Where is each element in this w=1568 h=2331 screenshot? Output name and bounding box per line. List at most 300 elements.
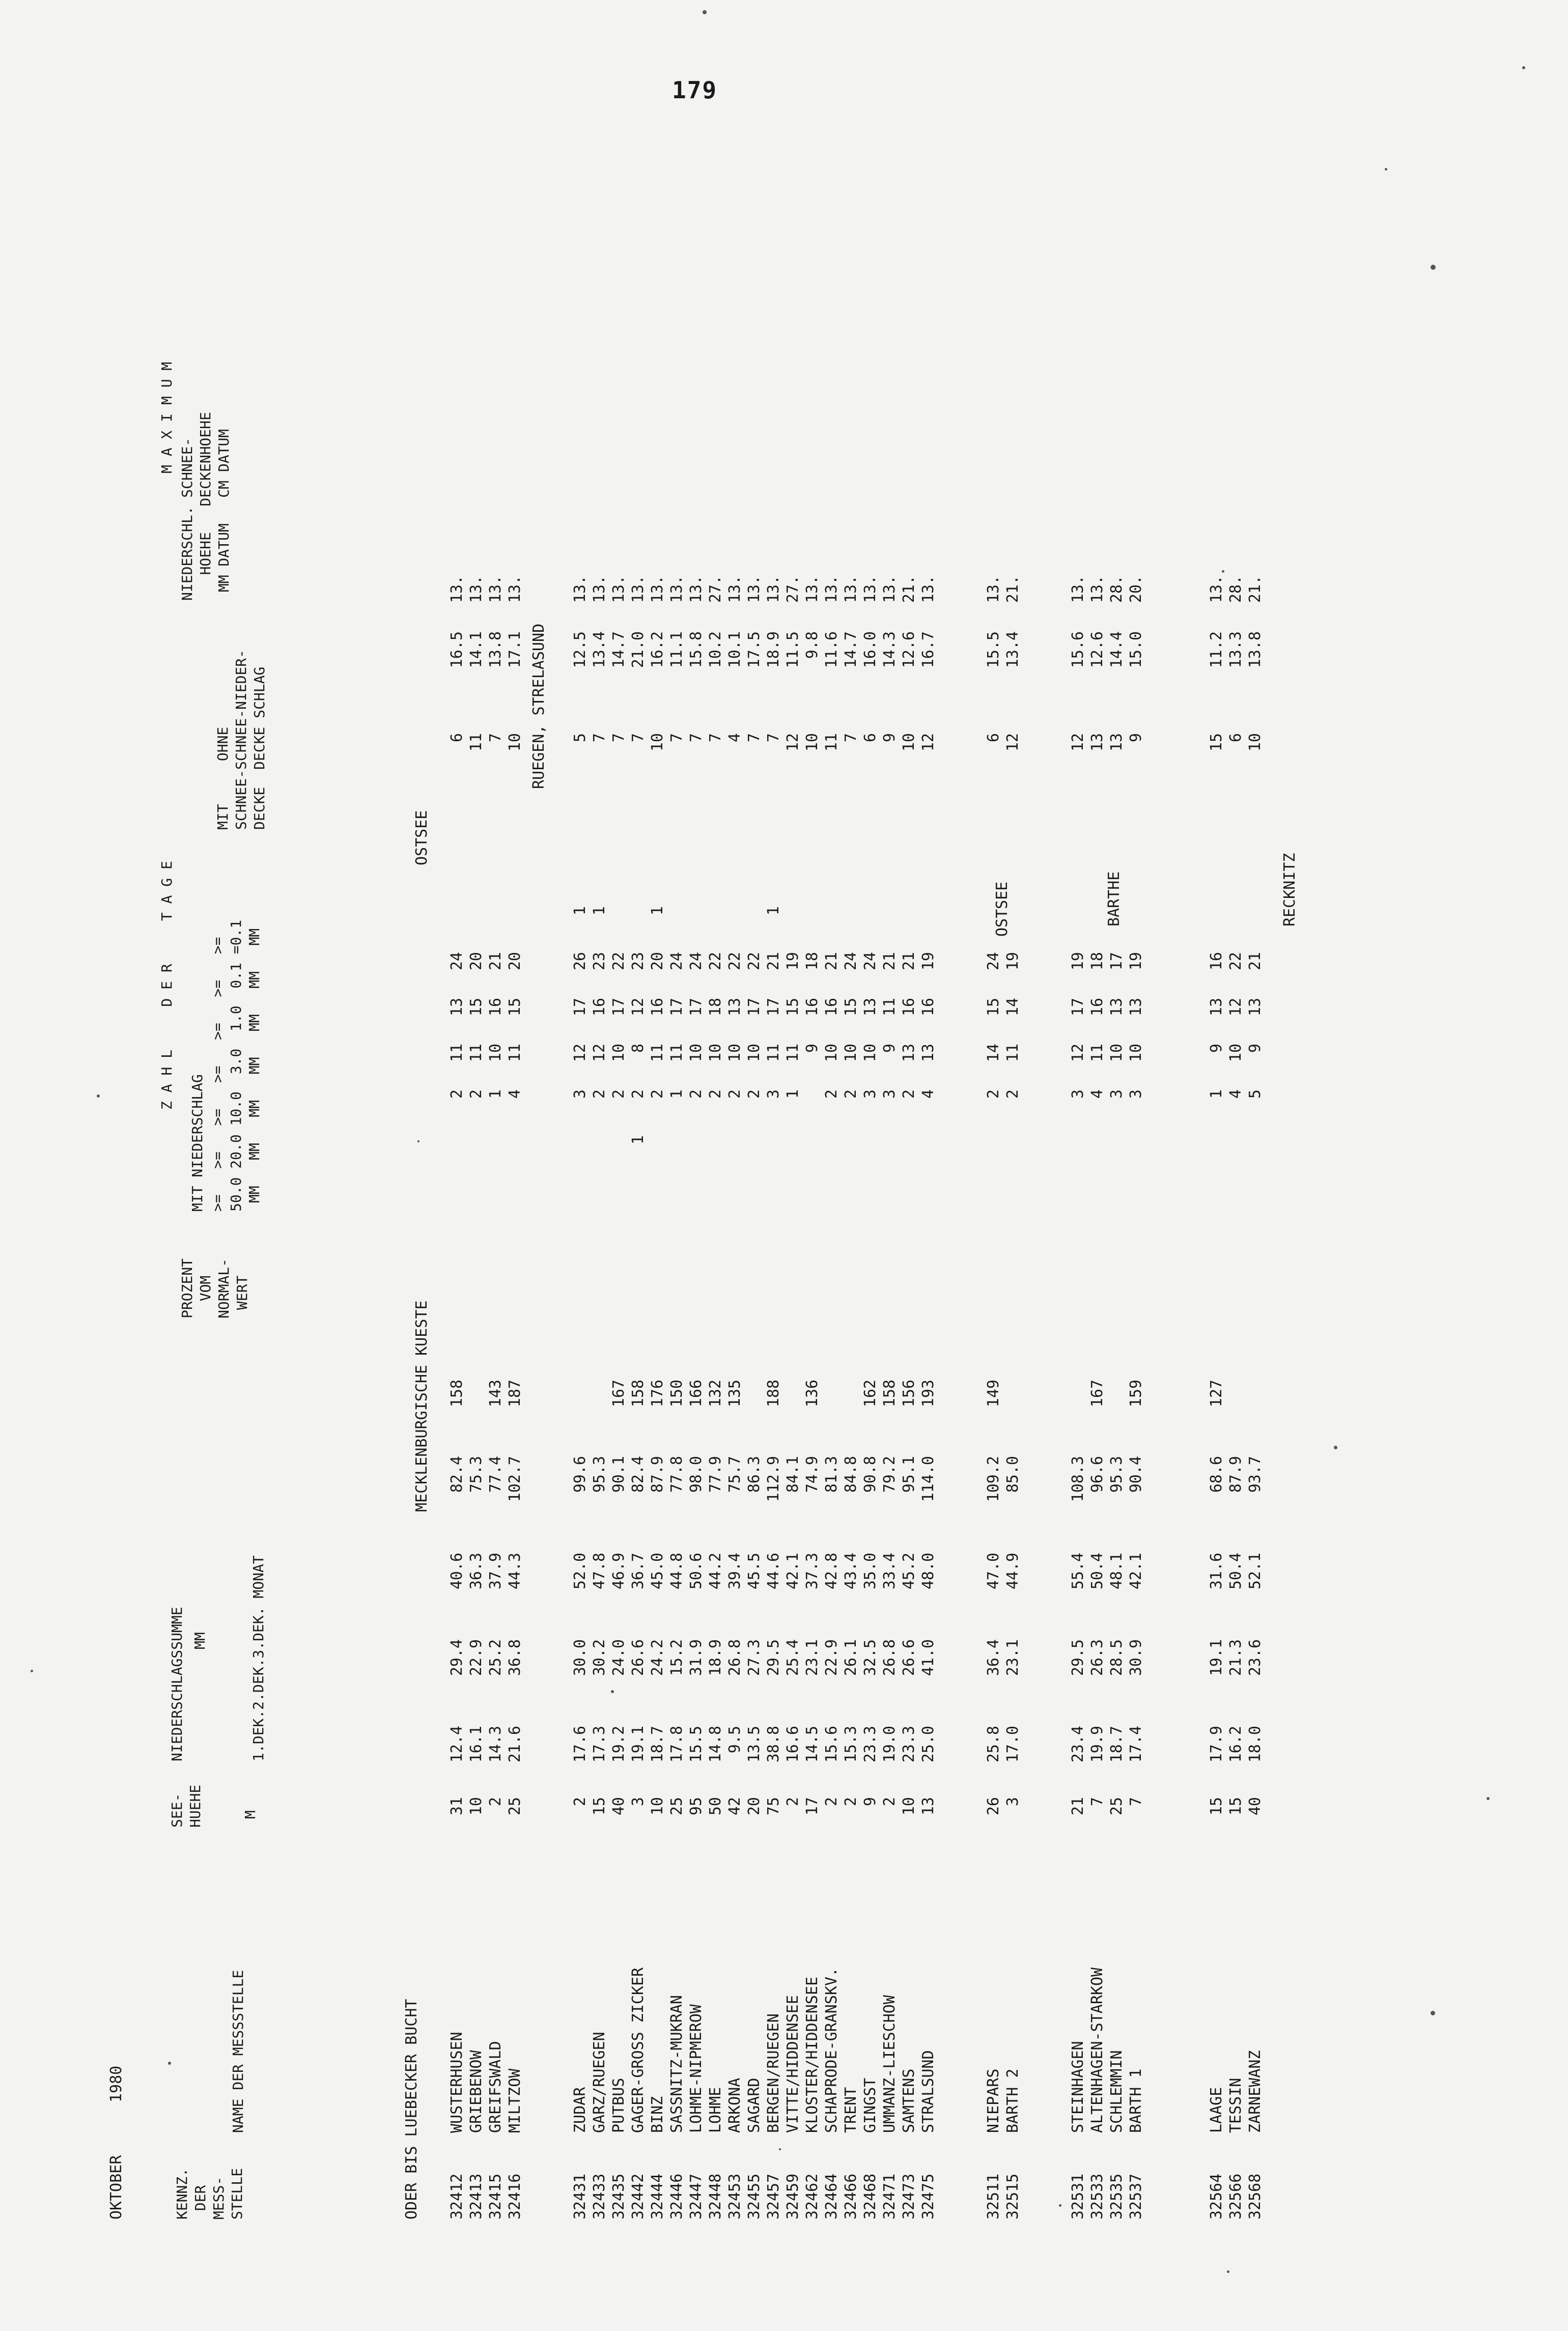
cell-d3: 52.0 <box>571 1553 589 1590</box>
cell-ohneS: 15 <box>1208 733 1225 752</box>
cell-h: 9 <box>861 1797 879 1807</box>
cell-t1: 17 <box>571 998 589 1017</box>
table-row <box>1108 92 1127 2230</box>
header-max-title: M A X I M U M <box>158 361 175 473</box>
cell-name: ALTENHAGEN-STARKOW <box>1088 1967 1106 2133</box>
cell-d1: 17.3 <box>591 1726 608 1763</box>
header-zahl-title: Z A H L D E R T A G E <box>158 861 175 1110</box>
cell-d3: 45.2 <box>900 1553 918 1590</box>
cell-t1: 16 <box>487 998 505 1017</box>
cell-h: 95 <box>687 1797 705 1816</box>
cell-h: 2 <box>823 1797 841 1807</box>
cell-d2: 30.9 <box>1127 1639 1145 1676</box>
cell-t10: 3 <box>1108 1089 1126 1099</box>
cell-name: PUTBUS <box>610 2077 628 2133</box>
table-row <box>668 92 687 2230</box>
cell-ohneS: 5 <box>571 733 589 743</box>
cell-dt: 20. <box>1127 575 1145 603</box>
table-row <box>707 92 726 2230</box>
header-mit-nieder: MIT NIEDERSCHLAG <box>189 1074 206 1212</box>
cell-m: 95.1 <box>900 1456 918 1493</box>
table-row <box>1246 92 1266 2230</box>
cell-m: 81.3 <box>823 1456 841 1493</box>
cell-h: 15 <box>591 1797 608 1816</box>
cell-d3: 33.4 <box>881 1553 899 1590</box>
cell-t01: 21 <box>487 952 505 971</box>
cell-t3: 10 <box>1127 1044 1145 1062</box>
cell-name: VITTE/HIDDENSEE <box>784 1995 802 2133</box>
cell-dt: 13. <box>823 575 841 603</box>
cell-t1: 13 <box>861 998 879 1017</box>
table-row <box>591 92 610 2230</box>
cell-m: 75.3 <box>467 1456 485 1493</box>
cell-d3: 45.0 <box>649 1553 666 1590</box>
cell-h: 75 <box>765 1797 782 1816</box>
cell-t01: 24 <box>448 952 466 971</box>
cell-t10: 3 <box>881 1089 899 1099</box>
cell-d2: 30.0 <box>571 1639 589 1676</box>
cell-d2: 26.8 <box>726 1639 744 1676</box>
cell-d1: 14.8 <box>707 1726 724 1763</box>
cell-t10: 2 <box>649 1089 666 1099</box>
cell-d3: 46.9 <box>610 1553 628 1590</box>
cell-d1: 15.5 <box>687 1726 705 1763</box>
cell-t3: 11 <box>1088 1044 1106 1062</box>
cell-t1: 13 <box>726 998 744 1017</box>
cell-t01: 21 <box>823 952 841 971</box>
cell-t3: 9 <box>1208 1044 1225 1053</box>
cell-m: 85.0 <box>1004 1456 1022 1493</box>
cell-d2: 15.2 <box>668 1639 686 1676</box>
cell-d1: 12.4 <box>448 1726 466 1763</box>
cell-name: TRENT <box>842 2087 860 2133</box>
scan-speck <box>779 2148 781 2150</box>
scan-speck <box>1227 2270 1229 2273</box>
cell-t10: 2 <box>687 1089 705 1099</box>
cell-p: 176 <box>649 1380 666 1408</box>
rotated-table <box>87 92 1563 2230</box>
cell-mx: 11.2 <box>1208 631 1225 668</box>
cell-t10: 2 <box>985 1089 1002 1099</box>
cell-dt: 13. <box>842 575 860 603</box>
cell-t1: 16 <box>919 998 937 1017</box>
cell-ohneS: 7 <box>707 733 724 743</box>
cell-d3: 36.3 <box>467 1553 485 1590</box>
cell-d1: 19.1 <box>629 1726 647 1763</box>
cell-m: 77.8 <box>668 1456 686 1493</box>
cell-t1: 17 <box>765 998 782 1017</box>
cell-t3: 10 <box>842 1044 860 1062</box>
header-nieder-sub: 1.DEK.2.DEK.3.DEK. MONAT <box>250 1555 267 1761</box>
cell-m: 95.3 <box>1108 1456 1126 1493</box>
cell-t10: 1 <box>784 1089 802 1099</box>
cell-dt: 13. <box>881 575 899 603</box>
cell-m: 68.6 <box>1208 1456 1225 1493</box>
cell-mx: 12.5 <box>571 631 589 668</box>
cell-h: 13 <box>919 1797 937 1816</box>
cell-ohneS: 7 <box>745 733 763 743</box>
cell-h: 10 <box>649 1797 666 1816</box>
cell-t3: 11 <box>784 1044 802 1062</box>
cell-m: 75.7 <box>726 1456 744 1493</box>
cell-d3: 44.3 <box>506 1553 524 1590</box>
cell-t1: 17 <box>687 998 705 1017</box>
cell-h: 17 <box>803 1797 821 1816</box>
cell-m: 109.2 <box>985 1456 1002 1502</box>
table-row <box>861 92 881 2230</box>
cell-t10: 4 <box>1227 1089 1245 1099</box>
cell-name: LOHME-NIPMEROW <box>687 2004 705 2133</box>
cell-d2: 26.8 <box>881 1639 899 1676</box>
cell-t01: 21 <box>900 952 918 971</box>
table-row <box>1208 92 1227 2230</box>
cell-t10: 3 <box>765 1089 782 1099</box>
section-label: ODER BIS LUEBECKER BUCHT <box>403 1999 421 2220</box>
cell-mx: 16.5 <box>448 631 466 668</box>
cell-m: 79.2 <box>881 1456 899 1493</box>
cell-h: 25 <box>506 1797 524 1816</box>
cell-name: WUSTERHUSEN <box>448 2032 466 2133</box>
cell-name: GARZ/RUEGEN <box>591 2032 608 2133</box>
cell-t01: 19 <box>784 952 802 971</box>
cell-dt: 13. <box>985 575 1002 603</box>
cell-d3: 40.6 <box>448 1553 466 1590</box>
cell-dt: 28. <box>1108 575 1126 603</box>
cell-t10: 3 <box>1127 1089 1145 1099</box>
cell-mx: 15.6 <box>1069 631 1087 668</box>
cell-id: 32531 <box>1069 2173 1087 2220</box>
scan-speck <box>1431 265 1436 270</box>
cell-t10: 2 <box>707 1089 724 1099</box>
table-row <box>900 92 919 2230</box>
scan-speck <box>168 2062 171 2065</box>
cell-d2: 36.8 <box>506 1639 524 1676</box>
cell-dt: 13. <box>1208 575 1225 603</box>
cell-t01: 20 <box>649 952 666 971</box>
cell-h: 25 <box>668 1797 686 1816</box>
cell-mx: 11.6 <box>823 631 841 668</box>
cell-dt: 13. <box>629 575 647 603</box>
cell-name: MILTZOW <box>506 2068 524 2133</box>
cell-dt: 21. <box>1004 575 1022 603</box>
cell-h: 40 <box>610 1797 628 1816</box>
cell-p: 158 <box>448 1380 466 1408</box>
cell-d2: 29.5 <box>1069 1639 1087 1676</box>
cell-d3: 39.4 <box>726 1553 744 1590</box>
cell-id: 32444 <box>649 2173 666 2220</box>
cell-t10: 2 <box>591 1089 608 1099</box>
cell-mx: 17.1 <box>506 631 524 668</box>
table-row <box>649 92 668 2230</box>
cell-name: LAAGE <box>1208 2087 1225 2133</box>
cell-p: 166 <box>687 1380 705 1408</box>
cell-t01: 19 <box>919 952 937 971</box>
cell-h: 7 <box>1127 1797 1145 1807</box>
cell-id: 32537 <box>1127 2173 1145 2220</box>
cell-ohneS: 7 <box>668 733 686 743</box>
cell-t1: 15 <box>784 998 802 1017</box>
section-label: BARTHE <box>1105 871 1123 926</box>
cell-name: ZUDAR <box>571 2087 589 2133</box>
cell-d3: 43.4 <box>842 1553 860 1590</box>
cell-t10: 3 <box>571 1089 589 1099</box>
cell-d3: 44.9 <box>1004 1553 1022 1590</box>
cell-m: 90.8 <box>861 1456 879 1493</box>
cell-d3: 42.1 <box>784 1553 802 1590</box>
cell-t01: 21 <box>881 952 899 971</box>
cell-ohneS: 6 <box>985 733 1002 743</box>
cell-t1: 12 <box>629 998 647 1017</box>
cell-d1: 25.8 <box>985 1726 1002 1763</box>
cell-m: 84.1 <box>784 1456 802 1493</box>
table-row <box>1069 92 1088 2230</box>
scan-speck <box>1522 66 1525 69</box>
cell-ohneS: 7 <box>487 733 505 743</box>
cell-mx: 12.6 <box>900 631 918 668</box>
table-row <box>1127 92 1146 2230</box>
cell-mx: 9.8 <box>803 631 821 659</box>
cell-ohneS: 6 <box>448 733 466 743</box>
cell-t1: 16 <box>803 998 821 1017</box>
section-label: MECKLENBURGISCHE KUESTE <box>413 1300 431 1512</box>
cell-p: 167 <box>610 1380 628 1408</box>
cell-m: 82.4 <box>629 1456 647 1493</box>
table-row <box>1004 92 1023 2230</box>
cell-ohneS: 7 <box>610 733 628 743</box>
cell-d2: 28.5 <box>1108 1639 1126 1676</box>
cell-ohneS: 7 <box>842 733 860 743</box>
section-label: RECKNITZ <box>1281 853 1299 926</box>
cell-t10: 4 <box>919 1089 937 1099</box>
cell-t10: 3 <box>861 1089 879 1099</box>
cell-id: 32413 <box>467 2173 485 2220</box>
cell-d2: 26.6 <box>900 1639 918 1676</box>
cell-id: 32453 <box>726 2173 744 2220</box>
table-row <box>765 92 784 2230</box>
table-row <box>571 92 591 2230</box>
cell-ohneS: 6 <box>1227 733 1245 743</box>
cell-d3: 44.8 <box>668 1553 686 1590</box>
cell-d1: 15.6 <box>823 1726 841 1763</box>
cell-t10: 4 <box>1088 1089 1106 1099</box>
table-row <box>687 92 707 2230</box>
cell-t01: 22 <box>610 952 628 971</box>
cell-mx: 11.5 <box>784 631 802 668</box>
cell-p: 158 <box>629 1380 647 1408</box>
cell-h: 31 <box>448 1797 466 1816</box>
cell-ohneS: 6 <box>861 733 879 743</box>
cell-name: BINZ <box>649 2096 666 2133</box>
cell-m: 87.9 <box>649 1456 666 1493</box>
scan-speck <box>1385 168 1387 171</box>
cell-t01: 24 <box>668 952 686 971</box>
cell-d3: 31.6 <box>1208 1553 1225 1590</box>
cell-d3: 37.3 <box>803 1553 821 1590</box>
cell-t10: 1 <box>1208 1089 1225 1099</box>
cell-d2: 25.4 <box>784 1639 802 1676</box>
cell-mx: 14.7 <box>842 631 860 668</box>
cell-name: GINGST <box>861 2077 879 2133</box>
cell-d1: 14.5 <box>803 1726 821 1763</box>
cell-t3: 11 <box>448 1044 466 1062</box>
cell-d2: 26.1 <box>842 1639 860 1676</box>
cell-p: 149 <box>985 1380 1002 1408</box>
cell-d1: 25.0 <box>919 1726 937 1763</box>
header-year: 1980 <box>107 2065 125 2102</box>
cell-ohneS: 4 <box>726 733 744 743</box>
cell-t3: 8 <box>629 1044 647 1053</box>
cell-t10: 4 <box>506 1089 524 1099</box>
cell-t10: 3 <box>1069 1089 1087 1099</box>
cell-name: TESSIN <box>1227 2077 1245 2133</box>
cell-dt: 13. <box>506 575 524 603</box>
cell-id: 32435 <box>610 2173 628 2220</box>
cell-d2: 24.0 <box>610 1639 628 1676</box>
cell-d3: 35.0 <box>861 1553 879 1590</box>
cell-dt: 13. <box>765 575 782 603</box>
cell-d1: 15.3 <box>842 1726 860 1763</box>
cell-id: 32447 <box>687 2173 705 2220</box>
cell-h: 42 <box>726 1797 744 1816</box>
cell-id: 32446 <box>668 2173 686 2220</box>
cell-ohneS: 7 <box>629 733 647 743</box>
cell-h: 15 <box>1227 1797 1245 1816</box>
table-row <box>467 92 487 2230</box>
cell-name: GREIFSWALD <box>487 2041 505 2133</box>
header-prozent: PROZENT VOM NORMAL- WERT <box>179 1258 250 1318</box>
cell-p: 158 <box>881 1380 899 1408</box>
cell-ohneS: 10 <box>900 733 918 752</box>
table-row <box>823 92 842 2230</box>
cell-p: 156 <box>900 1380 918 1408</box>
cell-h: 26 <box>985 1797 1002 1816</box>
section-label: OSTSEE <box>993 881 1011 937</box>
cell-m: 87.9 <box>1227 1456 1245 1493</box>
cell-teq: 1 <box>649 906 666 916</box>
cell-t3: 11 <box>467 1044 485 1062</box>
cell-d2: 32.5 <box>861 1639 879 1676</box>
cell-h: 21 <box>1069 1797 1087 1816</box>
cell-dt: 21. <box>900 575 918 603</box>
cell-name: SCHAPRODE-GRANSKV. <box>823 1967 841 2133</box>
cell-t3: 13 <box>919 1044 937 1062</box>
cell-mx: 15.0 <box>1127 631 1145 668</box>
cell-h: 7 <box>1088 1797 1106 1807</box>
cell-ohneS: 7 <box>591 733 608 743</box>
cell-h: 10 <box>900 1797 918 1816</box>
cell-dt: 13. <box>668 575 686 603</box>
cell-mx: 14.7 <box>610 631 628 668</box>
cell-name: GAGER-GROSS ZICKER <box>629 1967 647 2133</box>
cell-dt: 13. <box>571 575 589 603</box>
cell-d2: 22.9 <box>467 1639 485 1676</box>
cell-t10: 5 <box>1246 1089 1264 1099</box>
cell-d1: 17.8 <box>668 1726 686 1763</box>
cell-ohneS: 13 <box>1108 733 1126 752</box>
table-row <box>610 92 629 2230</box>
cell-mx: 14.4 <box>1108 631 1126 668</box>
cell-d1: 9.5 <box>726 1726 744 1754</box>
cell-m: 74.9 <box>803 1456 821 1493</box>
cell-mx: 10.1 <box>726 631 744 668</box>
cell-d3: 55.4 <box>1069 1553 1087 1590</box>
cell-id: 32566 <box>1227 2173 1245 2220</box>
cell-id: 32442 <box>629 2173 647 2220</box>
header-col-name: NAME DER MESSSTELLE <box>230 1970 246 2133</box>
cell-ohneS: 13 <box>1088 733 1106 752</box>
cell-d3: 37.9 <box>487 1553 505 1590</box>
table-row <box>985 92 1004 2230</box>
cell-id: 32533 <box>1088 2173 1106 2220</box>
cell-t3: 11 <box>765 1044 782 1062</box>
cell-m: 96.6 <box>1088 1456 1106 1493</box>
header-nieder-title: NIEDERSCHLAGSSUMME <box>169 1607 185 1761</box>
cell-t1: 13 <box>1246 998 1264 1017</box>
cell-d1: 16.2 <box>1227 1726 1245 1763</box>
cell-d3: 44.2 <box>707 1553 724 1590</box>
cell-m: 99.6 <box>571 1456 589 1493</box>
cell-d1: 23.3 <box>861 1726 879 1763</box>
cell-name: ZARNEWANZ <box>1246 2050 1264 2133</box>
cell-mx: 11.1 <box>668 631 686 668</box>
cell-h: 15 <box>1208 1797 1225 1816</box>
header-col-kennz: KENNZ. DER MESS- STELLE <box>174 2168 245 2220</box>
cell-h: 3 <box>629 1797 647 1807</box>
cell-t1: 15 <box>467 998 485 1017</box>
cell-id: 32448 <box>707 2173 724 2220</box>
cell-t3: 10 <box>687 1044 705 1062</box>
cell-t10: 2 <box>467 1089 485 1099</box>
cell-d3: 48.1 <box>1108 1553 1126 1590</box>
cell-t3: 10 <box>823 1044 841 1062</box>
cell-mx: 17.5 <box>745 631 763 668</box>
cell-t1: 16 <box>649 998 666 1017</box>
scan-speck <box>1059 2204 1061 2207</box>
cell-m: 95.3 <box>591 1456 608 1493</box>
cell-d3: 52.1 <box>1246 1553 1264 1590</box>
cell-t10: 2 <box>823 1089 841 1099</box>
cell-p: 187 <box>506 1380 524 1408</box>
cell-d2: 29.4 <box>448 1639 466 1676</box>
cell-t3: 11 <box>649 1044 666 1062</box>
cell-t1: 13 <box>448 998 466 1017</box>
cell-name: ARKONA <box>726 2077 744 2133</box>
cell-t1: 15 <box>985 998 1002 1017</box>
cell-t3: 10 <box>610 1044 628 1062</box>
cell-ohneS: 9 <box>881 733 899 743</box>
cell-p: 159 <box>1127 1380 1145 1408</box>
cell-d1: 38.8 <box>765 1726 782 1763</box>
cell-d1: 18.0 <box>1246 1726 1264 1763</box>
section-label: RUEGEN, STRELASUND <box>530 623 548 789</box>
cell-m: 86.3 <box>745 1456 763 1493</box>
cell-mx: 13.8 <box>1246 631 1264 668</box>
cell-t10: 1 <box>487 1089 505 1099</box>
cell-mx: 16.2 <box>649 631 666 668</box>
cell-dt: 13. <box>803 575 821 603</box>
cell-t3: 12 <box>1069 1044 1087 1062</box>
cell-t10: 2 <box>448 1089 466 1099</box>
cell-t3: 10 <box>726 1044 744 1062</box>
cell-mx: 14.3 <box>881 631 899 668</box>
cell-t3: 10 <box>1108 1044 1126 1062</box>
cell-mx: 14.1 <box>467 631 485 668</box>
cell-h: 2 <box>487 1797 505 1807</box>
cell-id: 32515 <box>1004 2173 1022 2220</box>
cell-dt: 13. <box>726 575 744 603</box>
cell-m: 98.0 <box>687 1456 705 1493</box>
cell-m: 108.3 <box>1069 1456 1087 1502</box>
